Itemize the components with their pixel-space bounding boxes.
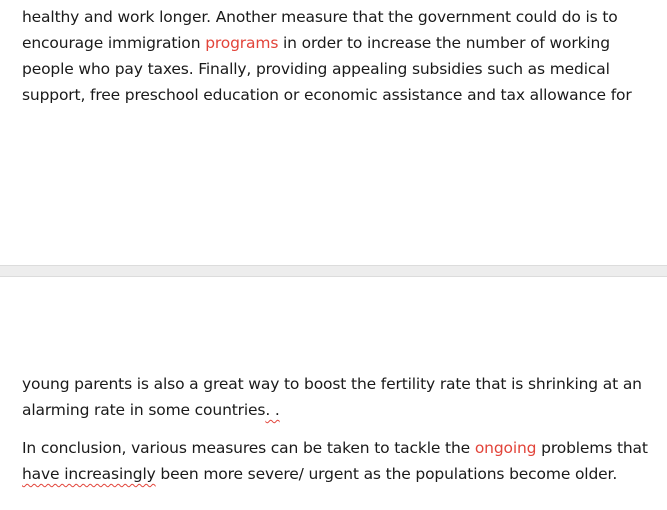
flagged-word-ongoing[interactable]: ongoing — [474, 439, 537, 457]
text-run: In conclusion, various measures can be taken to tackle the — [22, 439, 475, 457]
text-line: support, free preschool education or economic assistance and tax allowance for — [22, 86, 632, 104]
flagged-word-programs[interactable]: programs — [205, 34, 279, 52]
text-run: alarming rate in some countries — [22, 401, 266, 419]
text-run: in order to increase the number of working — [278, 34, 610, 52]
text-line — [22, 435, 662, 461]
body-paragraph[interactable] — [22, 4, 662, 108]
page-break-divider — [0, 265, 667, 277]
text-line: young parents is also a great way to boost the fertility rate that is shrinking at an — [22, 375, 642, 393]
text-line: healthy and work longer. Another measure that the government could do is to — [22, 8, 618, 26]
text-line — [22, 461, 662, 487]
text-line — [22, 397, 662, 423]
text-line — [22, 30, 662, 56]
text-run: problems that — [536, 439, 648, 457]
flagged-phrase-have-increasingly[interactable]: have increasingly — [22, 465, 156, 483]
text-run: been more severe/ urgent as the populations become older. — [155, 465, 618, 483]
flagged-punctuation[interactable]: . . — [265, 401, 280, 419]
text-line: people who pay taxes. Finally, providing appealing subsidies such as medical — [22, 60, 610, 78]
text-run: encourage immigration — [22, 34, 206, 52]
body-paragraph-continued[interactable] — [22, 371, 662, 423]
conclusion-paragraph[interactable] — [22, 435, 662, 487]
